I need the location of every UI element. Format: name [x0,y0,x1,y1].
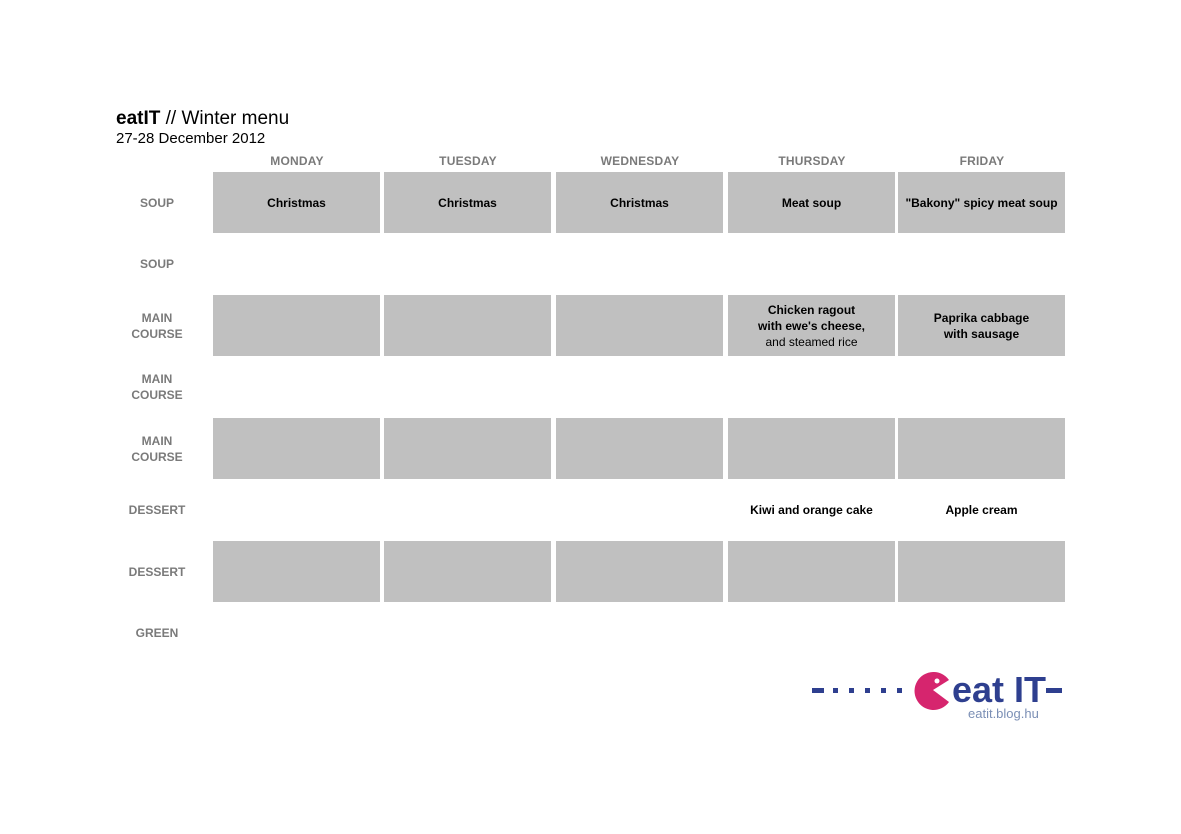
menu-cell [556,172,723,233]
menu-cell [728,603,895,664]
row-label-text: SOUP [139,257,174,271]
row-label-text: DESSERT [128,503,186,517]
menu-cell [213,295,380,356]
menu-cell [556,480,723,541]
logo-wordmark: eat IT [952,672,1047,710]
dish-line: Paprika cabbage [933,310,1030,325]
menu-cell [898,480,1065,541]
menu-cell [728,234,895,295]
menu-cell [213,603,380,664]
row-label-text: MAIN COURSE [131,433,183,464]
menu-cell [898,357,1065,418]
menu-name: // Winter menu [160,108,290,129]
day-header: TUESDAY [439,154,497,168]
menu-cell [728,357,895,418]
menu-cell [384,418,551,479]
dish-line: Christmas [438,195,497,210]
dish-line: Christmas [610,195,669,210]
menu-cell [556,418,723,479]
menu-cell [898,172,1065,233]
dish-line: Christmas [267,195,326,210]
row-label-text: GREEN [135,626,179,640]
dish-line: Kiwi and orange cake [750,503,873,517]
menu-title [116,108,289,130]
day-header: MONDAY [270,154,324,168]
dish-line: Meat soup [781,195,842,210]
menu-cell [384,295,551,356]
menu-cell [556,295,723,356]
menu-cell [898,603,1065,664]
menu-cell [898,234,1065,295]
menu-cell [213,480,380,541]
row-label [116,480,198,541]
menu-cell [556,357,723,418]
menu-cell [213,418,380,479]
dish-line: "Bakony" spicy meat soup [905,195,1058,210]
menu-cell [898,295,1065,356]
row-label [116,418,198,479]
menu-cell [384,172,551,233]
row-label [116,603,198,664]
row-label [116,172,198,233]
menu-cell [384,541,551,602]
menu-cell [213,234,380,295]
logo-url: eatit.blog.hu [968,706,1039,721]
menu-cell [728,541,895,602]
dish-line: and steamed rice [765,334,858,349]
menu-cell [556,541,723,602]
row-label [116,234,198,295]
row-label [116,295,198,356]
menu-cell [728,418,895,479]
menu-cell [213,357,380,418]
menu-cell [384,357,551,418]
day-header: WEDNESDAY [600,154,680,168]
pacman-icon [915,672,949,710]
menu-cell [213,172,380,233]
dish-line: Chicken ragout [767,302,856,317]
day-header: THURSDAY [778,154,846,168]
menu-cell [384,480,551,541]
day-header: FRIDAY [959,154,1005,168]
brand-name: eatIT [116,108,161,129]
row-label-text: SOUP [139,195,174,210]
menu-cell [384,234,551,295]
row-label-text: DESSERT [128,564,186,579]
dish-line: Apple cream [945,503,1018,517]
row-label [116,541,198,602]
row-label [116,357,198,418]
menu-cell [728,172,895,233]
menu-date: 27-28 December 2012 [116,130,266,147]
menu-cell [898,418,1065,479]
menu-cell [213,541,380,602]
row-label-text: MAIN COURSE [131,372,183,402]
row-label-text: MAIN COURSE [131,310,183,341]
menu-cell [728,295,895,356]
menu-cell [384,603,551,664]
menu-cell [556,603,723,664]
menu-cell [728,480,895,541]
dish-line: with sausage [943,326,1020,341]
menu-cell [556,234,723,295]
dish-line: with ewe's cheese, [758,318,865,333]
menu-cell [898,541,1065,602]
